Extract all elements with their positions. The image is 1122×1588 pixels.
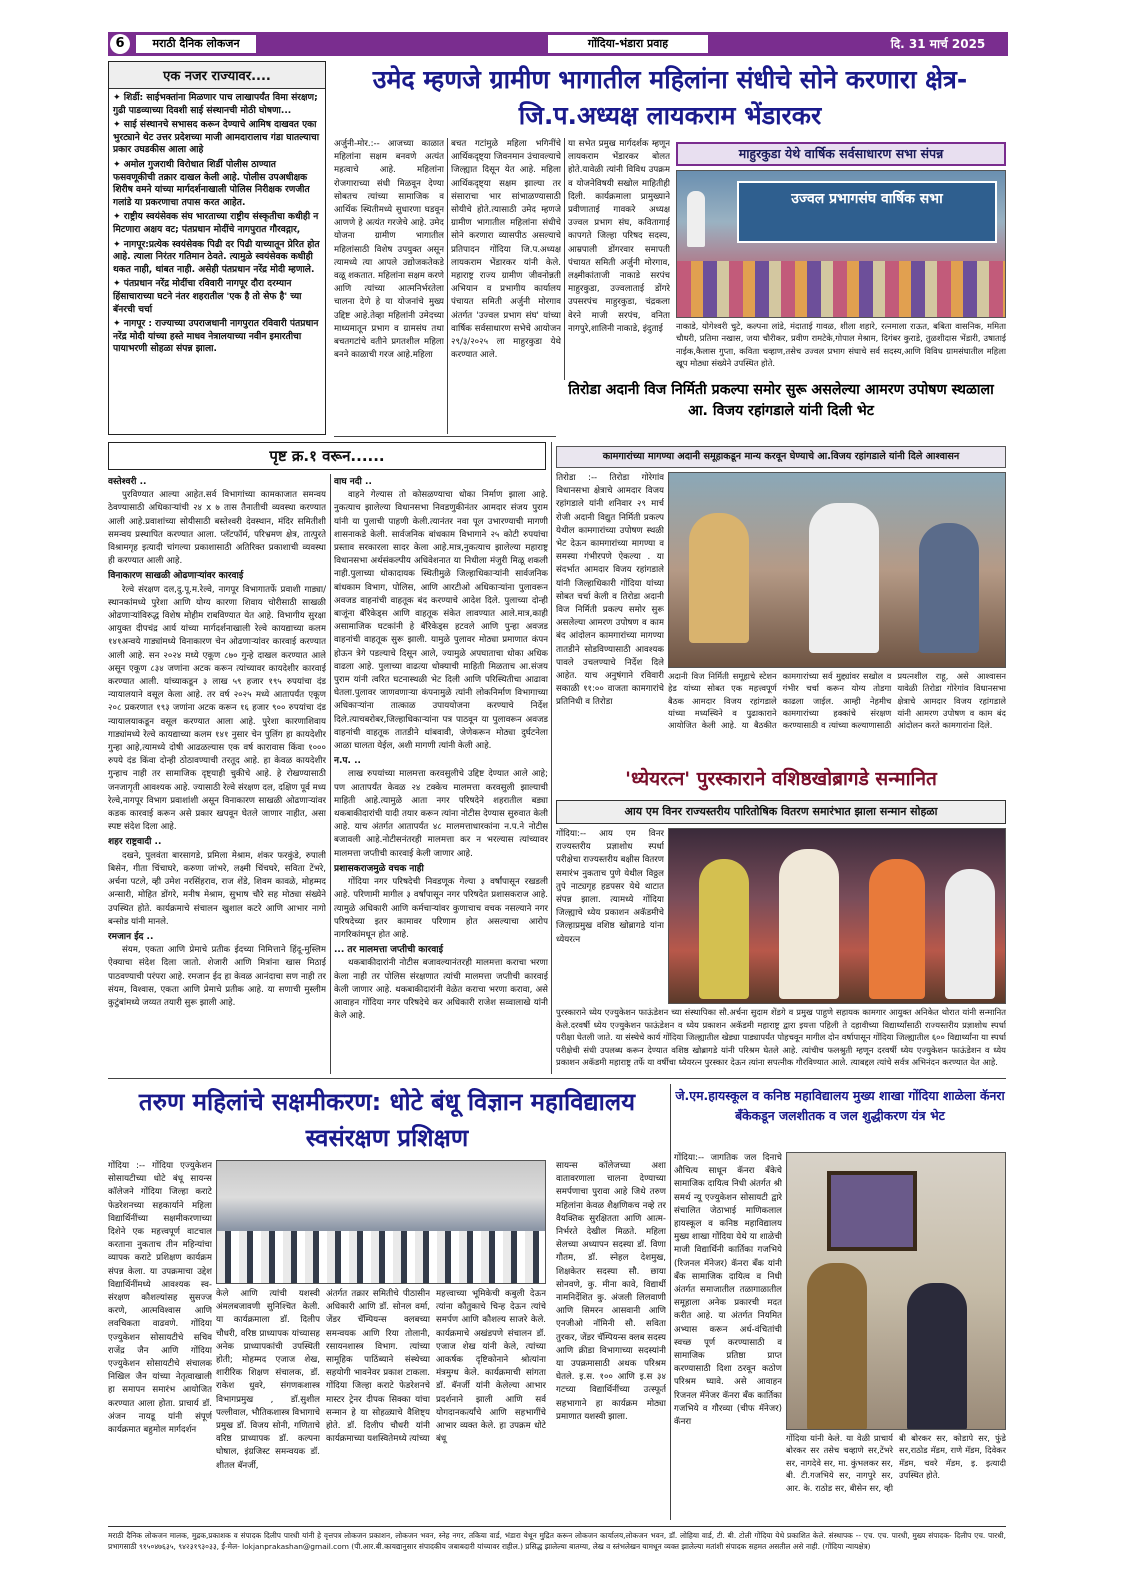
section-text: लाख रुपयांच्या मालमत्ता करवसुलीचे उद्दिष्ट देण्यात आले आहे; पण आतापर्यंत केवळ २४ टक्केच मालमत्ता करवसुली झाल्याची माहिती आहे.त्यामुळे आता नगर परिषदेने शहरातील बड्या थकबाकीदारांची यादी तयार करून त्यांना नोटीस देण्यास सुरुवात केली आहे. याच अंतर्गत आतापर्यंत ४८ मालमत्ताधारकांना न.प.ने नोटीस बजावली आहे.नोटीसनंतरही मालमत्ता कर न भरल्यास त्यांच्यावर मालमत्ता जप्तीची कारवाई केली जाणार आहे. [334,769,548,859]
lead-col-1: अर्जुनी-मोर.:-- आजच्या काळात महिलांना सक्षम बनवणे अत्यंत महत्वाचे आहे. महिलांना रोजगाराच्या संधी मिळवून देण्या सोबतच त्यांच्या सामाजिक व आर्थिक स्थितीमध्ये सुधारणा घडवून आणणे हे अत्यंत गरजेचे आहे. उमेद योजना ग्रामीण भागातील महिलांसाठी विशेष उपयुक्त असून त्यामध्ये त्या आपले उद्योजकतेकडे वळू शकतात. महिलांना सक्षम करणे आणि त्यांच्या आत्मनिर्भरतेला चालना देणे हे या योजनांचे मुख्य उद्दिष्ट आहे.तेव्हा महिलांनी उमेदच्या माध्यमातून प्रभाग व ग्रामसंघ तथा बचतगटांचे वतीने प्रगतशील महिला बनने काळाची गरज आहे.महिला [334,139,444,361]
bullet-icon: ✦ [113,212,124,223]
college-col-1: गोंदिया :-- गोंदिया एज्युकेशन सोसायटीच्या धोटे बंधू सायन्स कॉलेजने गोंदिया जिल्हा कराटे फेडरेशनच्या सहकार्याने महिला विद्यार्थिनींच्या सक्षमीकरणाच्या दिशेने एक महत्त्वपूर्ण वाटचाल करताना नुकताच तीन महिन्यांचा व्यापक कराटे प्रशिक्षण कार्यक्रम संपन्न केला. या उपक्रमाचा उद्देश विद्यार्थिनींमध्ये आवश्यक स्व-संरक्षण कौशल्यांसह सुसज्ज करणे, आत्मविश्वास आणि लवचिकता वाढवणे. गोंदिया एज्युकेशन सोसायटीचे सचिव राजेंद्र जैन आणि गोंदिया एज्युकेशन सोसायटीचे संचालक निखिल जैन यांच्या नेतृत्वाखाली हा समापन समारंभ आयोजित करण्यात आला होता. प्राचार्य डॉ. अंजन नायडू यांनी संपूर्ण कार्यक्रमात बहुमोल मार्गदर्शन [108,1161,212,1436]
section-text: रेल्वे संरक्षण दल,दु.पू.म.रेल्वे, नागपूर विभागातर्फे प्रवाशी गाड्या/स्थानकांमध्ये पुरेशा आणि योग्य कारणा शिवाय चोरीसाठी साखळी ओढणाऱ्यांविरुद्ध विशेष मोहीम राबविण्यात येत आहे. विभागीय सुरक्षा आयुक्त दीपचंद्र आर्य यांच्या मार्गदर्शनाखाली रेल्वे कायद्याच्या कलम १४१अन्वये गाड्यांमध्ये विनाकारण चेन ओढणाऱ्यांवर कारवाई करण्यात आली आहे. सन २०२४ मध्ये एकूण ८७० गुन्हे दाखल करण्यात आले असून एकूण ८३४ जणांना अटक करून त्यांच्यावर कायदेशीर कारवाई करण्यात आली. यांच्याकडून ३ लाख ५९ हजार १९५ रुपयांचा दंड न्यायालयाने वसूल केला आहे. तर वर्ष २०२५ मध्ये आतापर्यंत एकूण २०८ प्रकरणात १९३ जणांना अटक करून १६ हजार ९०० रुपयांचा दंड न्यायालयाकडून वसूल करण्यात आला आहे. पुरेशा कारणाशिवाय गाड्यांमध्ये रेल्वे कायद्याच्या कलम १४१ नुसार चेन पुलिंग हा कायदेशीर गुन्हा आहे,त्यामध्ये दोषी आढळल्यास एक वर्ष कारावास किंवा १००० रुपये दंड किंवा दोन्ही ठोठावण्याची तरतूद आहे. हा केवळ कायदेशीर गुन्हाच नाही तर सामाजिक दृष्ट्याही चुकीचे आहे. हे रोखण्यासाठी जनजागृती आवश्यक आहे. ज्यासाठी रेल्वे संरक्षण दल, दक्षिण पूर्व मध्य रेल्वे,नागपूर विभाग प्रवाशांशी असून विनाकारण साखळी ओढणाऱ्यांवर कडक कारवाई करून असे प्रकार खपवून घेतले जाणार नाहीत, असा स्पष्ट संदेश दिला आहे. [108,584,326,833]
award-headline: 'ध्येयरत्न' पुरस्काराने वशिष्ठखोब्रागडे सन्मानित [625,768,937,790]
lead-subhead: माहुरकुडा येथे वार्षिक सर्वसाधारण सभा संपन्न [676,142,1006,166]
page1-left-column [108,474,326,1074]
page1-title: पृष्ट क्र.१ वरून...... [108,442,546,470]
section-text: दखने, पुलवंता बारसागडे, प्रमिला मेश्राम, शंकर फरकुंडे, रुपाली बिसेन, गीता चिंचाघरे, करुणा जांभरे, लक्ष्मी चिंचघरे, सविता टेंभरे, अर्चना पटले, व्ही उमेश नरसिंहराव, राज शेंडे, शिवम कावळे, मोहम्मद अन्सारी, मोहित डोंगरे, मनीष मेश्राम, सुभाष चौरे सह मोठ्या संख्येने उपस्थित होते. कार्यक्रमाचे संचालन खुशाल कटरे आणि आभार नागो बन्सोड यांनी मानले. [108,850,326,927]
lead-photo [676,170,1006,318]
glance-list [109,89,325,361]
bullet-icon: ✦ [113,239,124,250]
bullet-icon: ✦ [113,279,124,290]
section-subhead: विनाकारण साखळी ओढणाऱ्यांवर कारवाई [108,571,244,582]
glance-item-text: पंतप्रधान नरेंद्र मोदींचा रविवारी नागपूर दौरा दरम्यान हिंसाचाराच्या घटने नंतर शहरातील 'एक है तो सेफ है' च्या बॅनरची चर्चा [113,279,302,315]
tiroda-photo [668,472,1006,668]
award-subhead: आय एम विनर राज्यस्तरीय पारितोषिक वितरण समारंभात झाला सन्मान सोहळा [556,800,1006,824]
bullet-icon: ✦ [113,319,124,330]
section-text: थकबाकीदारांनी नोटीस बजावल्यानंतरही मालमत्ता कराचा भरणा केला नाही तर पोलिस संरक्षणात त्यांची मालमत्ता जप्तीची कारवाई केली जाणार आहे. थकबाकीदारांनी वेळेत कराचा भरणा करावा, असे आवाहन गोंदिया नगर परिषदेचे कर अधिकारी राजेश सव्वालाखे यांनी केले आहे. [334,958,548,1022]
imprint-footer: मराठी दैनिक लोकजन मालक, मुद्रक,प्रकाशक व संपादक दिलीप पारधी यांनी हे वृत्तपत्र लोकजन प्रकाशन, लोकजन भवन, स्नेह नगर, तकिया वार्ड, भंडारा येथून मुद्रित करून लोकजन कार्यालय,लोकजन भवन, डॉ. लोहिया वार्ड, टी. बी. टोली गोंदिया येथे प्रकाशित केले. संस्थापक -- एच. एच. पारधी, मुख्य संपादक- दिलीप एच. पारधी, प्रभागसाठी ९१५०४७६३५, ९४२३१९३०३३, ई-मेल- lokjanprakashan@gmail.com (पी.आर.बी.कायद्यानुसार संपादकीय जबाबदारी यांच्यावर राहील.) प्रसिद्ध झालेल्या बातम्या, लेख व स्तंभलेखन यामधून व्यक्त झालेल्या मतांशी संपादक सहमत असतील असे नाही. (गोंदिया न्यायक्षेत्र) [108,1526,1006,1560]
canara-body: गोंदिया:-- जागतिक जल दिनाचे औचित्य साधून कॅनरा बँकेचे सामाजिक दायित्व निधी अंतर्गत श्री समर्थ न्यू एज्युकेशन सोसायटी द्वारे संचालित जेठाभाई माणिकलाल हायस्कूल व कनिष्ठ महाविद्यालय मुख्य शाखा गोंदिया येथे या शाळेची माजी विद्यार्थिनी कार्तिका गजभिये (रिजनल मॅनेजर) कॅनरा बँक यांनी बँक सामाजिक दायित्व व निधी अंतर्गत समाजातील तळागाळातील समूहाला अनेक प्रकारची मदत करीत आहे. या अंतर्गत नियमित अभ्यास करून अर्ध-वंचितांची स्वच्छ पूर्ण करण्यासाठी व सामाजिक प्रतिष्ठा प्राप्त करण्यासाठी दिशा ठरवून कठोण परिश्रम घ्यावे. असे आवाहन रिजनल मॅनेजर कॅनरा बँक कार्तिका गजभिये व गौरव्या (चीफ मॅनेजर) कॅनरा [674,1153,782,1428]
stage-banner [737,181,997,243]
glance-item-text: अमोल गुजराथी विरोधात शिर्डी पोलीस ठाण्यात फसवणूकीची तक्रार दाखल केली आहे. पोलीस उपअधीक्षक शिरीष वमने यांच्या मार्गदर्शनाखाली पोलिस निरीक्षक रणजीत गलांडे या प्रकरणाचा तपास करत आहेत. [113,159,310,208]
masthead [108,32,1008,56]
glance-item-text: नागपूर:प्रत्येक स्वयंसेवक पिढी दर पिढी याच्यातून प्रेरित होत आहे. त्याला निरंतर गतिमान ठेवते. त्यामुळे स्वयंसेवक कधीही थकत नाही, थांबत नाही. असेही पंतप्रधान नरेंद्र मोदी म्हणाले. [113,239,320,275]
glance-item-text: साई संस्थानचे सभासद करून देण्याचे आमिष दाखवत एका भुरट्याने थेट उत्तर प्रदेशच्या माजी आमदारालाच गंडा घातल्याचा प्रकार उघडकीस आला आहे [113,120,320,156]
tiroda-headline: तिरोडा अदानी विज निर्मिती प्रकल्पा समोर सुरू असलेल्या आमरण उपोषण स्थळाला आ. विजय रहांगडाले यांनी दिली भेट [556,380,1006,442]
canara-photo [786,1152,1006,1430]
lead-col-3: या सभेत प्रमुख मार्गदर्शक म्हणून लायकराम भेंडारकर बोलत होते.यावेळी त्यांनी विविध उपक्रम व योजनेविषयी सखोल माहितीही दिली. कार्यक्रमाला प्रामुख्याने प्रवीणाताई गावकरे अध्यक्ष उज्वल प्रभाग संघ, कवितागाई कापगते जिल्हा परिषद सदस्य, आम्रपाली डोंगरवार समापती पंचायत समिती अर्जुनी मोरगाव, लक्ष्मीकांताजी नाकाडे सरपंच माहुरकुडा, उज्वलाताई डोंगरे उपसरपंच माहुरकुडा, चंद्रकला वेरने माजी सरपंच, वनिता नागपुरे,शालिनी नाकाडे, इंदुताई [568,139,670,334]
page1-right-column [334,474,548,1074]
glance-item [113,278,321,316]
page-number: 6 [110,34,130,54]
section-text: संयम, एकता आणि प्रेमाचे प्रतीक ईदच्या निमित्ताने हिंदू-मुस्लिम ऐक्याचा संदेश दिला जातो. शेजारी आणि मित्रांना खास मिठाई पाठवण्याची परंपरा आहे. रमजान ईद हा केवळ आनंदाचा सण नाही तर संयम, विश्वास, एकता आणि प्रेमाचे प्रतीक आहे. या सणाची मुस्लीम कुटुंबांमध्ये जय्यत तयारी सुरू झाली आहे. [108,945,326,1008]
canara-headline: जे.एम.हायस्कूल व कनिष्ठ महाविद्यालय मुख्य शाखा गोंदिया शाळेला कॅनरा बँकेकडून जलशीतक व जल शुद्धीकरण यंत्र भेट [675,1088,1005,1123]
lead-col-2: बचत गटांमुळे महिला भगिनींचे आर्थिकदृष्ट्या जिवनमान उंचावल्याचे जिल्ह्यात दिसून येत आहे. महिला आर्थिकदृष्ट्या सक्षम झाल्या तर संसाराचा भार सांभाळण्यासाठी सोयीचे होते.त्यासाठी उमेद म्हणजे ग्रामीण भागातील महिलांना संधीचे सोने करणारा व्यासपीठ असल्याचे प्रतिपादन गोंदिया जि.प.अध्यक्ष लायकराम भेंडारकर यांनी केले. महाराष्ट्र राज्य ग्रामीण जीवनोन्नती अभियान व प्रभागीय कार्यालय पंचायत समिती अर्जुनी मोरगाव अंतर्गत 'उज्वल प्रभाग संघ' यांच्या वार्षिक सर्वसाधारण सभेचे आयोजन २९/३/२०२५ ला माहुरकुडा येथे करण्यात आले. [451,139,561,361]
section-subhead: प्रशासकराजमुळे वचक नाही [334,863,424,874]
college-col-4: महत्त्वाच्या भूमिकेची कबुली देऊन त्यांना कौतुकाचे चिन्ह देऊन त्यांचे समर्पण आणि कौशल्य साजरे केले. कार्यक्रमाचे अखंडपणे संचालन डॉ. एजाज शेख यांनी केले, त्यांच्या आकर्षक दृष्टिकोनाने श्रोत्यांना मंत्रमुग्ध केले. कार्यक्रमाची सांगता डॉ. बॅनर्जी यांनी केलेल्या आभार प्रदर्शनाने झाली आणि सर्व योगदानकर्त्यांचे आणि सहभागींचे आभार व्यक्त केले. हा उपक्रम धोटे बंधू [436,1289,546,1445]
glance-item [113,239,321,277]
section-subhead: वस्तेश्वरी .. [108,477,147,487]
paper-name: मराठी दैनिक लोकजन [136,35,256,53]
glance-item-text: नागपूर : राज्याच्या उपराजधानी नागपुरात रविवारी पंतप्रधान नरेंद्र मोदी यांच्या हस्ते माधव नेत्रालयाच्या नवीन इमारतीचा पायाभरणी सोहळा संपन्न झाला. [113,319,319,355]
edition-name: गोंदिया-भंडारा प्रवाह [548,35,708,53]
glance-title: एक नजर राज्यावर.... [109,62,325,89]
issue-date: दि. 31 मार्च 2025 [890,37,986,51]
tiroda-caption: अदानी विज निर्मिती समूहाचे स्टेशन हेड यांच्या सोबत एक महत्त्वपूर्ण बैठक आमदार विजय रहांगडाले यांच्या मध्यस्थिने व पुढाकाराने आयोजित केली आहे. या बैठकीत कामगारांच्या सर्व मुद्द्यांवर सखोल व गंभीर चर्चा करून योग्य तोडगा काढला जाईल. आम्ही नेहमीच कामगारांच्या हक्कांचे संरक्षण करण्यासाठी व त्यांच्या कल्याणासाठी प्रयत्नशील राहू, असे आश्वासन यावेळी तिरोडा गोरेगांव विधानसभा क्षेत्राचे आमदार विजय रहांगडाले यांनी आमरण उपोषण व काम बंद आंदोलन करते कामगारांना दिले. [668,671,1006,731]
award-body: गोंदिया:-- आय एम विनर राज्यस्तरीय प्रज्ञाशोध स्पर्धा परीक्षेचा राज्यस्तरीय बक्षीस वितरण समारंभ नुकताच पुणे येथील विठ्ठल तुपे नाट्यगृह हडपसर येथे थाटात संपन्न झाला. त्यामध्ये गोंदिया जिल्ह्याचे ध्येय प्रकाशन अकॅडमीचे जिल्हाप्रमुख वशिष्ठ खोब्रागडे यांना ध्येयरत्न [556,829,664,945]
glance-item-text: शिर्डी: साईभक्तांना मिळणार पाच लाखापर्यंत विमा संरक्षण; गुढी पाडव्याच्या दिवशी साई संस्थानची मोठी घोषणा... [113,93,318,116]
section-subhead: न.प. .. [334,756,361,767]
college-col-3: अंतर्गत तक्रार समितीचे पीठासीन अधिकारी आणि डॉ. सोनल वर्मा, जेंडर चॅम्पियन्स क्लबच्या समन्वयक आणि रिया तोलानी, रसायनशास्त्र विभाग. त्यांच्या सामूहिक पाठिंब्याने संस्थेच्या सहयोगी भावनेवर प्रकाश टाकला. गोंदिया जिल्हा कराटे फेडरेशनचे मास्टर ट्रेनर दीपक सिक्का यांचा सन्मान हे या सोहळ्याचे वैशिष्ट्य होते. डॉ. दिलीप चौधरी यांनी कार्यक्रमाच्या यशस्वितेमध्ये त्यांच्या [326,1289,430,1445]
canara-caption: गोंदिया यांनी केले. या वेळी प्राचार्य बोरकर सर तसेच चव्हाणे सर,टेंभरे सर, नागदेवे सर, मा. कुंभलकर सर, बी. टी.गजभिये सर, नागपुरे सर, आर. के. राठोड सर, बीसेन सर, व्ही बी बोरकर सर, कोडापे सर, फुंडे सर,राठोड मॅडम, राणे मॅडम, दिवेकर मॅडम, चवरे मॅडम, इ. इत्यादी उपस्थित होते. [786,1433,1006,1493]
glance-item [113,92,321,117]
bullet-icon: ✦ [113,159,124,170]
bullet-icon: ✦ [113,120,124,131]
lead-headline: उमेद म्हणजे ग्रामीण भागातील महिलांना संधीचे सोने करणारा क्षेत्र- जि.प.अध्यक्ष लायकराम भेंडारकर [372,65,968,130]
glance-box [108,61,326,435]
college-headline: तरुण महिलांचे सक्षमीकरण: धोटे बंधू विज्ञान महाविद्यालय स्वसंरक्षण प्रशिक्षण [138,1088,636,1152]
college-col-2: केले आणि त्यांची यशस्वी अंमलबजावणी सुनिश्चित केली. या कार्यक्रमाला डॉ. दिलीप चौधरी, वरिष्ठ प्राध्यापक यांच्यासह अनेक प्राध्यापकांची उपस्थिती होती; मोहम्मद एजाज शेख, शारीरिक शिक्षण संचालक, डॉ. राकेश धुवरे, संगणकशास्त्र विभागप्रमुख , डॉ.सुशील पल्लीवाल, भौतिकशास्त्र विभागाचे प्रमुख डॉ. विजय सोनी, गणिताचे वरिष्ठ प्राध्यापक डॉ. कल्पना घोषाल, इंग्रजिस्ट समन्वयक डॉ. शीतल बॅनर्जी, [216,1289,320,1471]
section-subhead: रमजान ईद .. [108,931,154,942]
section-subhead: शहर राष्ट्रवादी .. [108,837,162,848]
lead-caption: नाकाडे, योगेश्वरी चुटे, कल्पना लांडे, मंदाताई गावळ, शीला शहारे, रत्नमाला राऊत, बबिता वासनिक, ममिता चौधरी, प्रतिमा नखास, जया चौरीकर, प्रवीण रामटेके,गोपाल मेश्राम, दिगंबर कुराडे, तुळशीदास भेंडारी, उषाताई नाईक,कैलास गुप्ता, कविता चव्हाण,तसेच उज्वल प्रभाग संघाचे सर्व सदस्य,आणि विविध ग्रामसंघातील महिला खूप मोठ्या संख्येने उपस्थित होते. [676,321,1006,369]
section-text: वाहने गेल्यास तो कोसळण्याचा धोका निर्माण झाला आहे. नुकत्याच झालेल्या विधानसभा निवडणुकीनंतर आमदार संजय पुराम यांनी या पुलाची पाहणी केली.त्यानंतर नवा पूल उभारण्याची मागणी शासनाकडे केली. सार्वजनिक बांधकाम विभागाने २५ कोटी रुपयांचा प्रस्ताव सरकारला सादर केला आहे.मात्र,नुकत्याच झालेल्या महाराष्ट्र विधानसभा अर्थसंकल्पीय अधिवेशनात या निधीला मंजुरी मिळू शकली नाही.पुलाच्या धोकादायक स्थितीमुळे जिल्हाधिकाऱ्यांनी सार्वजनिक बांधकाम विभाग, पोलिस, आणि आरटीओ अधिकाऱ्यांना पुलावरून अवजड वाहनांची वाहतूक बंद करण्याचे आदेश दिले. पुलाच्या दोन्ही बाजूंना बॅरिकेड्स आणि वाहतूक संकेत लावण्यात आले.मात्र,काही असामाजिक घटकांनी हे बॅरिकेड्स हटवले आणि पुन्हा अवजड वाहनांची वाहतूक सुरू झाली. यामुळे पुलावर मोठ्या प्रमाणात कंपन होऊन त्रेगे पडल्याचे दिसून आले, ज्यामुळे अपघाताचा धोका अधिक वाढला आहे. पुलाच्या वाढत्या धोक्याची माहिती मिळताच आ.संजय पुराम यांनी त्वरित घटनास्थळी भेट दिली आणि परिस्थितीचा आढावा घेतला.पुलावर जाणवणाऱ्या कंपनामुळे त्यांनी लोकनिर्माण विभागाच्या अधिकाऱ्यांना तात्काळ उपाययोजना करण्याचे निर्देश दिले.त्याचबरोबर,जिल्हाधिकाऱ्यांना पत्र पाठवून या पुलावरून अवजड वाहनांची वाहतूक तातडीने थांबवावी, जेणेकरून मोठ्या दुर्घटनेला आळा घालता येईल, अशी मागणी त्यांनी केली आहे. [334,490,548,752]
bullet-icon: ✦ [113,93,124,103]
section-text: गोंदिया नगर परिषदेची निवडणूक गेल्या ३ वर्षांपासून रखडली आहे. परिणामी मागील ३ वर्षांपासून नगर परिषदेत प्रशासकराज आहे. त्यामुळे अधिकारी आणि कर्मचाऱ्यांवर कुणाचाच वचक नसल्याने नगर परिषदेच्या इतर कामावर परिणाम होत असल्याचा आरोप नागरिकांमधून होत आहे. [334,877,548,940]
glance-item [113,159,321,209]
tiroda-body: तिरोडा :-- तिरोडा गोरेगांव विधानसभा क्षेत्राचे आमदार विजय रहांगडाले यांनी शनिवार २९ मार्च रोजी अदानी विद्युत निर्मिती प्रकल्प येथील कामगारांच्या उपोषण स्थळी भेट देऊन कामगारांच्या मागण्या व समस्या गंभीरपणे ऐकल्या . या संदर्भात आमदार विजय रहांगडाले यांनी जिल्हाधिकारी गोंदिया यांच्या सोबत चर्चा केली व तिरोडा अदानी विज निर्मिती प्रकल्प समोर सुरू असलेल्या आमरण उपोषण व काम बंद आंदोलन कामगारांच्या मागण्या तातडीने सोडविण्यासाठी आवश्यक पावले उचलण्याचे निर्देश दिले आहेत. याच अनुषंगाने रविवारी सकाळी ११:०० वाजता कामगारांचे प्रतिनिधी व तिरोडा [556,473,664,708]
college-photo [216,1160,546,1284]
section-subhead: वाघ नदी .. [334,477,372,487]
glance-item [113,211,321,236]
section-text: पुरविण्यात आल्या आहेत.सर्व विभागांच्या कामकाजात समन्वय ठेवण्यासाठी अधिकाऱ्यांची २४ x ७ तास तैनातीची व्यवस्था करण्यात आली आहे.प्रवाशांच्या सोयीसाठी बस्तेश्वरी देवस्थान, मंदिर समितीशी समन्वय प्रस्थापित करण्यात आला. प्लॅटफॉर्म, परिभ्रमण क्षेत्र, तात्पुरते विश्रामगृह इत्यादी चांगल्या प्रकाशासाठी अतिरिक्त प्रकाशाची व्यवस्था ही करण्यात आली आहे. [108,490,326,567]
tiroda-subhead: कामगारांच्या मागण्या अदानी समूहाकडून मान्य करवून घेण्याचे आ.विजय रहांगडाले यांनी दिले आश्वासन [556,446,1006,468]
section-subhead: ... तर मालमत्ता जप्तीची कारवाई [334,945,443,956]
stage-banner-text: उज्वल प्रभागसंघ वार्षिक सभा [791,191,943,207]
glance-item [113,318,321,356]
glance-item [113,119,321,157]
award-photo [668,828,1006,1004]
award-caption: पुरस्काराने ध्येय एज्युकेशन फाऊंडेशन च्या संस्थापिका सौ.अर्चना सुदाम शेंडगे व प्रमुख पाहुणे सहायक कामगार आयुक्त अनिकेत थोरात यांनी सन्मानित केले.दरवर्षी ध्येय एज्युकेशन फाऊंडेशन व ध्येय प्रकाशन अकॅडमी महाराष्ट्र द्वारा इयत्ता पहिली ते दहावीच्या विद्यार्थ्यांसाठी राज्यस्तरीय प्रज्ञाशोध स्पर्धा परीक्षा घेतली जाते. या संस्थेचे कार्य गोंदिया जिल्ह्यातील खेड्या पाड्यापर्यंत पोहचवून मागील दोन वर्षापासून गोंदिया जिल्ह्यातील ६०० विद्यार्थ्यांना या स्पर्धा परीक्षेची संधी उपलब्ध करून देण्यात वशिष्ठ खोब्रागडे यांनी परिश्रम घेतले आहे. त्यांचीच फलश्रुती म्हणून दरवर्षी ध्येय एज्युकेशन फाऊंडेशन व ध्येय प्रकाशन अकॅडमी महाराष्ट्र तर्फे या वर्षीचा ध्येयरत्न पुरस्कार देऊन त्यांना सपत्नीक गौरविण्यात आले. त्याबद्दल त्यांचे सर्वत्र अभिनंदन करण्यात येत आहे. [556,1007,1006,1067]
college-col-5: सायन्स कॉलेजच्या अशा वातावरणाला चालना देण्याच्या समर्पणाचा पुरावा आहे जिथे तरुण महिलांना केवळ शैक्षणिकच नव्हे तर वैयक्तिक सुरक्षितता आणि आत्म-निर्भरते देखील मिळते. महिला सेलच्या अध्यापन सदस्या डॉ. विणा गौतम, डॉ. स्नेहल देशमुख, शिक्षकेतर सदस्या सौ. छाया सोनवणे, कु. मीना कावे, विद्यार्थी नामनिर्देशित कु. अंजली लिलवाणी आणि सिमरन आसवानी आणि एनजीओ नॉमिनी सौ. सविता तुरकर, जेंडर चॅम्पियन्स क्लब सदस्य आणि क्रीडा विभागाच्या सदस्यांनी या उपक्रमासाठी अथक परिश्रम घेतले. इ.स. १०० आणि इ.स ३४ गटच्या विद्यार्थिनींच्या उत्स्फूर्त सहभागाने हा कार्यक्रम मोठ्या प्रमाणात यशस्वी झाला. [556,1161,666,1422]
glance-item-text: राष्ट्रीय स्वयंसेवक संघ भारताच्या राष्ट्रीय संस्कृतीचा कधीही न मिटणारा अक्षय वट; पंतप्रधान मोदींचे नागपुरात गौरवद्गार, [113,212,319,235]
